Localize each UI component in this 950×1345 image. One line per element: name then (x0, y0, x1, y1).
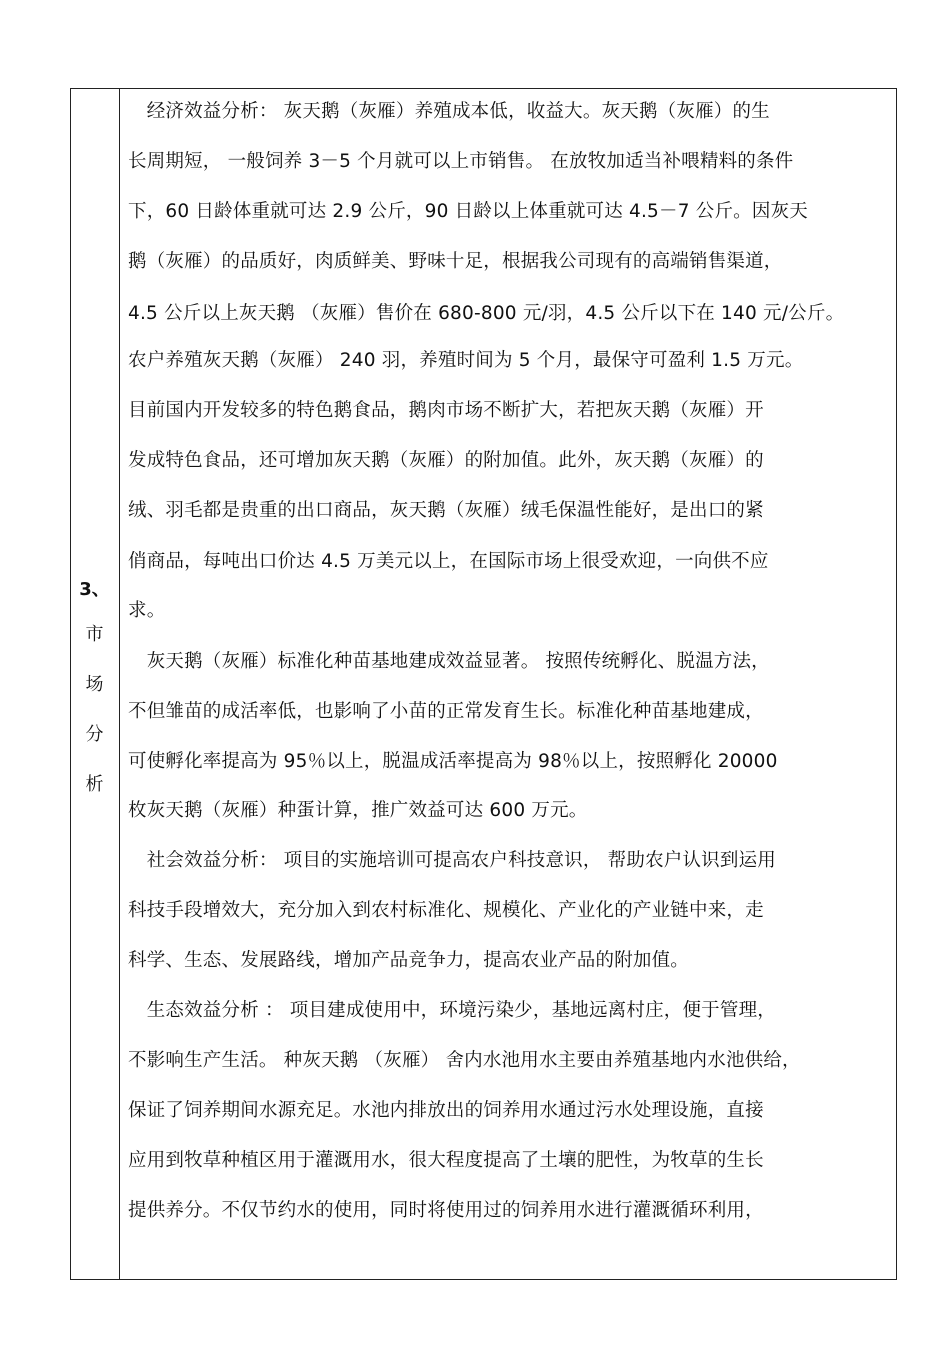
text-line: 目前国内开发较多的特色鹅食品，鹅肉市场不断扩大，若把灰天鹅（灰雁）开 (128, 400, 764, 421)
text-line: 科技手段增效大，充分加入到农村标准化、规模化、产业化的产业链中来，走 (128, 900, 764, 921)
text-line: 科学、生态、发展路线，增加产品竞争力，提高农业产品的附加值。 (128, 950, 690, 971)
text-line: 农户养殖灰天鹅（灰雁） 240 羽，养殖时间为 5 个月，最保守可盈利 1.5 万元。 (128, 350, 804, 371)
text-line: 发成特色食品，还可增加灰天鹅（灰雁）的附加值。此外，灰天鹅（灰雁）的 (128, 450, 764, 471)
column-divider (119, 88, 120, 1280)
text-line: 经济效益分析： 灰天鹅（灰雁）养殖成本低，收益大。灰天鹅（灰雁）的生 (128, 101, 770, 122)
text-line: 鹅（灰雁）的品质好，肉质鲜美、野味十足，根据我公司现有的高端销售渠道， (128, 251, 783, 272)
text-line: 俏商品，每吨出口价达 4.5 万美元以上，在国际市场上很受欢迎，一向供不应 (128, 551, 769, 572)
section-title-char: 市 (85, 624, 104, 645)
text-line: 枚灰天鹅（灰雁）种蛋计算，推广效益可达 600 万元。 (128, 800, 588, 821)
text-line: 提供养分。不仅节约水的使用，同时将使用过的饲养用水进行灌溉循环利用， (128, 1200, 764, 1221)
text-line: 长周期短， 一般饲养 3－5 个月就可以上市销售。 在放牧加适当补喂精料的条件 (128, 151, 794, 172)
text-line: 下，60 日龄体重就可达 2.9 公斤，90 日龄以上体重就可达 4.5－7 公斤。因灰天 (128, 201, 808, 222)
section-title-char: 析 (85, 774, 104, 795)
section-title-char: 分 (85, 724, 104, 745)
text-line: 4.5 公斤以上灰天鹅 （灰雁）售价在 680-800 元/羽，4.5 公斤以下在 140 元/公斤。 (128, 303, 845, 324)
text-line: 不影响生产生活。 种灰天鹅 （灰雁） 舍内水池用水主要由养殖基地内水池供给， (128, 1050, 801, 1071)
text-line: 生态效益分析 ： 项目建成使用中，环境污染少，基地远离村庄，便于管理， (128, 1000, 776, 1021)
text-line: 不但雏苗的成活率低，也影响了小苗的正常发育生长。标准化种苗基地建成， (128, 701, 764, 722)
text-line: 绒、羽毛都是贵重的出口商品，灰天鹅（灰雁）绒毛保温性能好，是出口的紧 (128, 500, 764, 521)
text-line: 应用到牧草种植区用于灌溉用水，很大程度提高了土壤的肥性，为牧草的生长 (128, 1150, 764, 1171)
text-line: 保证了饲养期间水源充足。水池内排放出的饲养用水通过污水处理设施，直接 (128, 1100, 764, 1121)
text-line: 可使孵化率提高为 95％以上，脱温成活率提高为 98％以上，按照孵化 20000 (128, 751, 778, 772)
section-number: 3、 (79, 579, 110, 600)
text-line: 灰天鹅（灰雁）标准化种苗基地建成效益显著。 按照传统孵化、脱温方法， (128, 651, 770, 672)
text-line: 求。 (128, 600, 166, 621)
section-label (70, 570, 119, 810)
text-line: 社会效益分析： 项目的实施培训可提高农户科技意识， 帮助农户认识到运用 (128, 850, 776, 871)
section-title-char: 场 (85, 674, 104, 695)
